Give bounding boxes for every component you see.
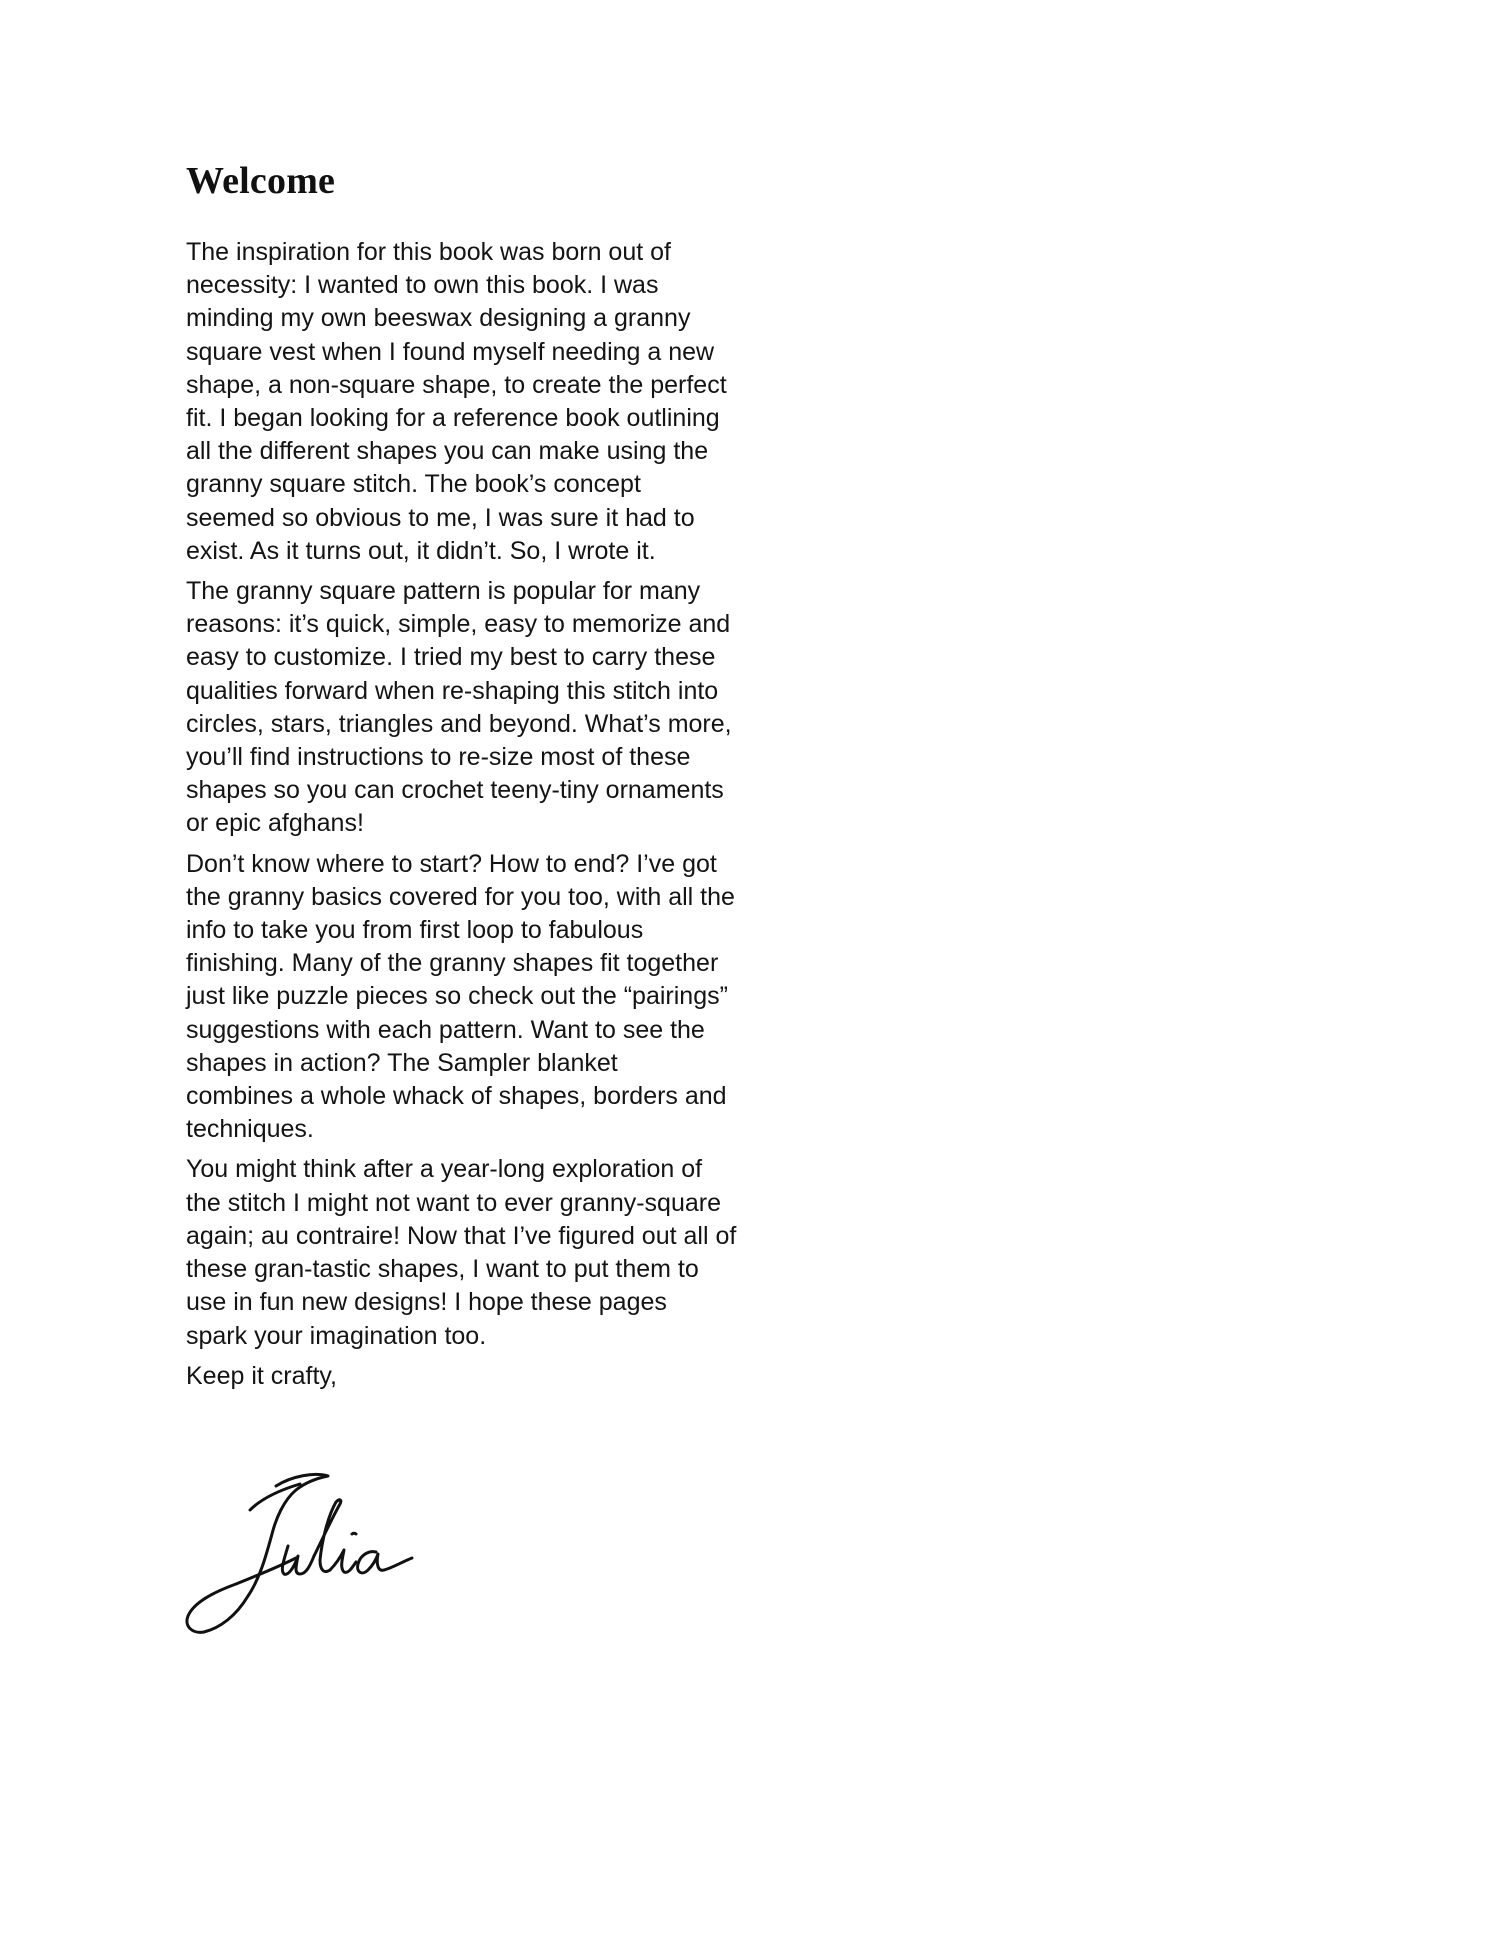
text-line: suggestions with each pattern. Want to see the <box>186 1015 705 1044</box>
text-line: circles, stars, triangles and beyond. What’s more, <box>186 709 732 738</box>
text-line: shape, a non-square shape, to create the perfect <box>186 370 727 399</box>
text-line: easy to customize. I tried my best to carry these <box>186 643 716 672</box>
text-line: fit. I began looking for a reference book outlining <box>186 404 720 433</box>
paragraph-4 <box>186 1153 826 1352</box>
text-line: exist. As it turns out, it didn’t. So, I wrote it. <box>186 536 656 565</box>
closing-line: Keep it crafty, <box>186 1361 337 1390</box>
text-line: The granny square pattern is popular for many <box>186 577 701 606</box>
text-line: granny square stitch. The book’s concept <box>186 470 641 499</box>
page-title: Welcome <box>186 160 336 202</box>
text-line: shapes so you can crochet teeny-tiny ornaments <box>186 776 724 805</box>
text-line: the granny basics covered for you too, with all the <box>186 882 735 911</box>
body-text <box>186 236 826 1393</box>
text-line: just like puzzle pieces so check out the “pairings” <box>186 982 728 1011</box>
text-line: use in fun new designs! I hope these pages <box>186 1288 667 1317</box>
text-line: qualities forward when re-shaping this stitch into <box>186 676 719 705</box>
text-line: info to take you from first loop to fabulous <box>186 916 644 945</box>
text-line: necessity: I wanted to own this book. I was <box>186 271 659 300</box>
text-line: the stitch I might not want to ever granny-square <box>186 1188 721 1217</box>
text-line: again; au contraire! Now that I’ve figured out all of <box>186 1221 737 1250</box>
text-line: reasons: it’s quick, simple, easy to memorize and <box>186 610 731 639</box>
text-line: finishing. Many of the granny shapes fit together <box>186 949 719 978</box>
text-line: combines a whole whack of shapes, borders and <box>186 1082 727 1111</box>
paragraph-2 <box>186 575 826 841</box>
text-line: You might think after a year-long exploration of <box>186 1155 703 1184</box>
signature-icon <box>180 1470 460 1640</box>
text-line: minding my own beeswax designing a granny <box>186 304 691 333</box>
text-line: shapes in action? The Sampler blanket <box>186 1048 618 1077</box>
text-line: spark your imagination too. <box>186 1321 487 1350</box>
text-line: square vest when I found myself needing a new <box>186 337 715 366</box>
text-line: techniques. <box>186 1115 314 1144</box>
text-line: or epic afghans! <box>186 809 364 838</box>
signature-image <box>180 1470 460 1640</box>
paragraph-3 <box>186 848 826 1147</box>
text-line: Don’t know where to start? How to end? I’ve got <box>186 849 717 878</box>
text-line: all the different shapes you can make using the <box>186 437 709 466</box>
text-line: seemed so obvious to me, I was sure it had to <box>186 503 695 532</box>
paragraph-1 <box>186 236 826 568</box>
text-line: The inspiration for this book was born out of <box>186 238 671 266</box>
text-line: you’ll find instructions to re-size most of these <box>186 743 691 772</box>
text-line: these gran-tastic shapes, I want to put them to <box>186 1255 699 1284</box>
